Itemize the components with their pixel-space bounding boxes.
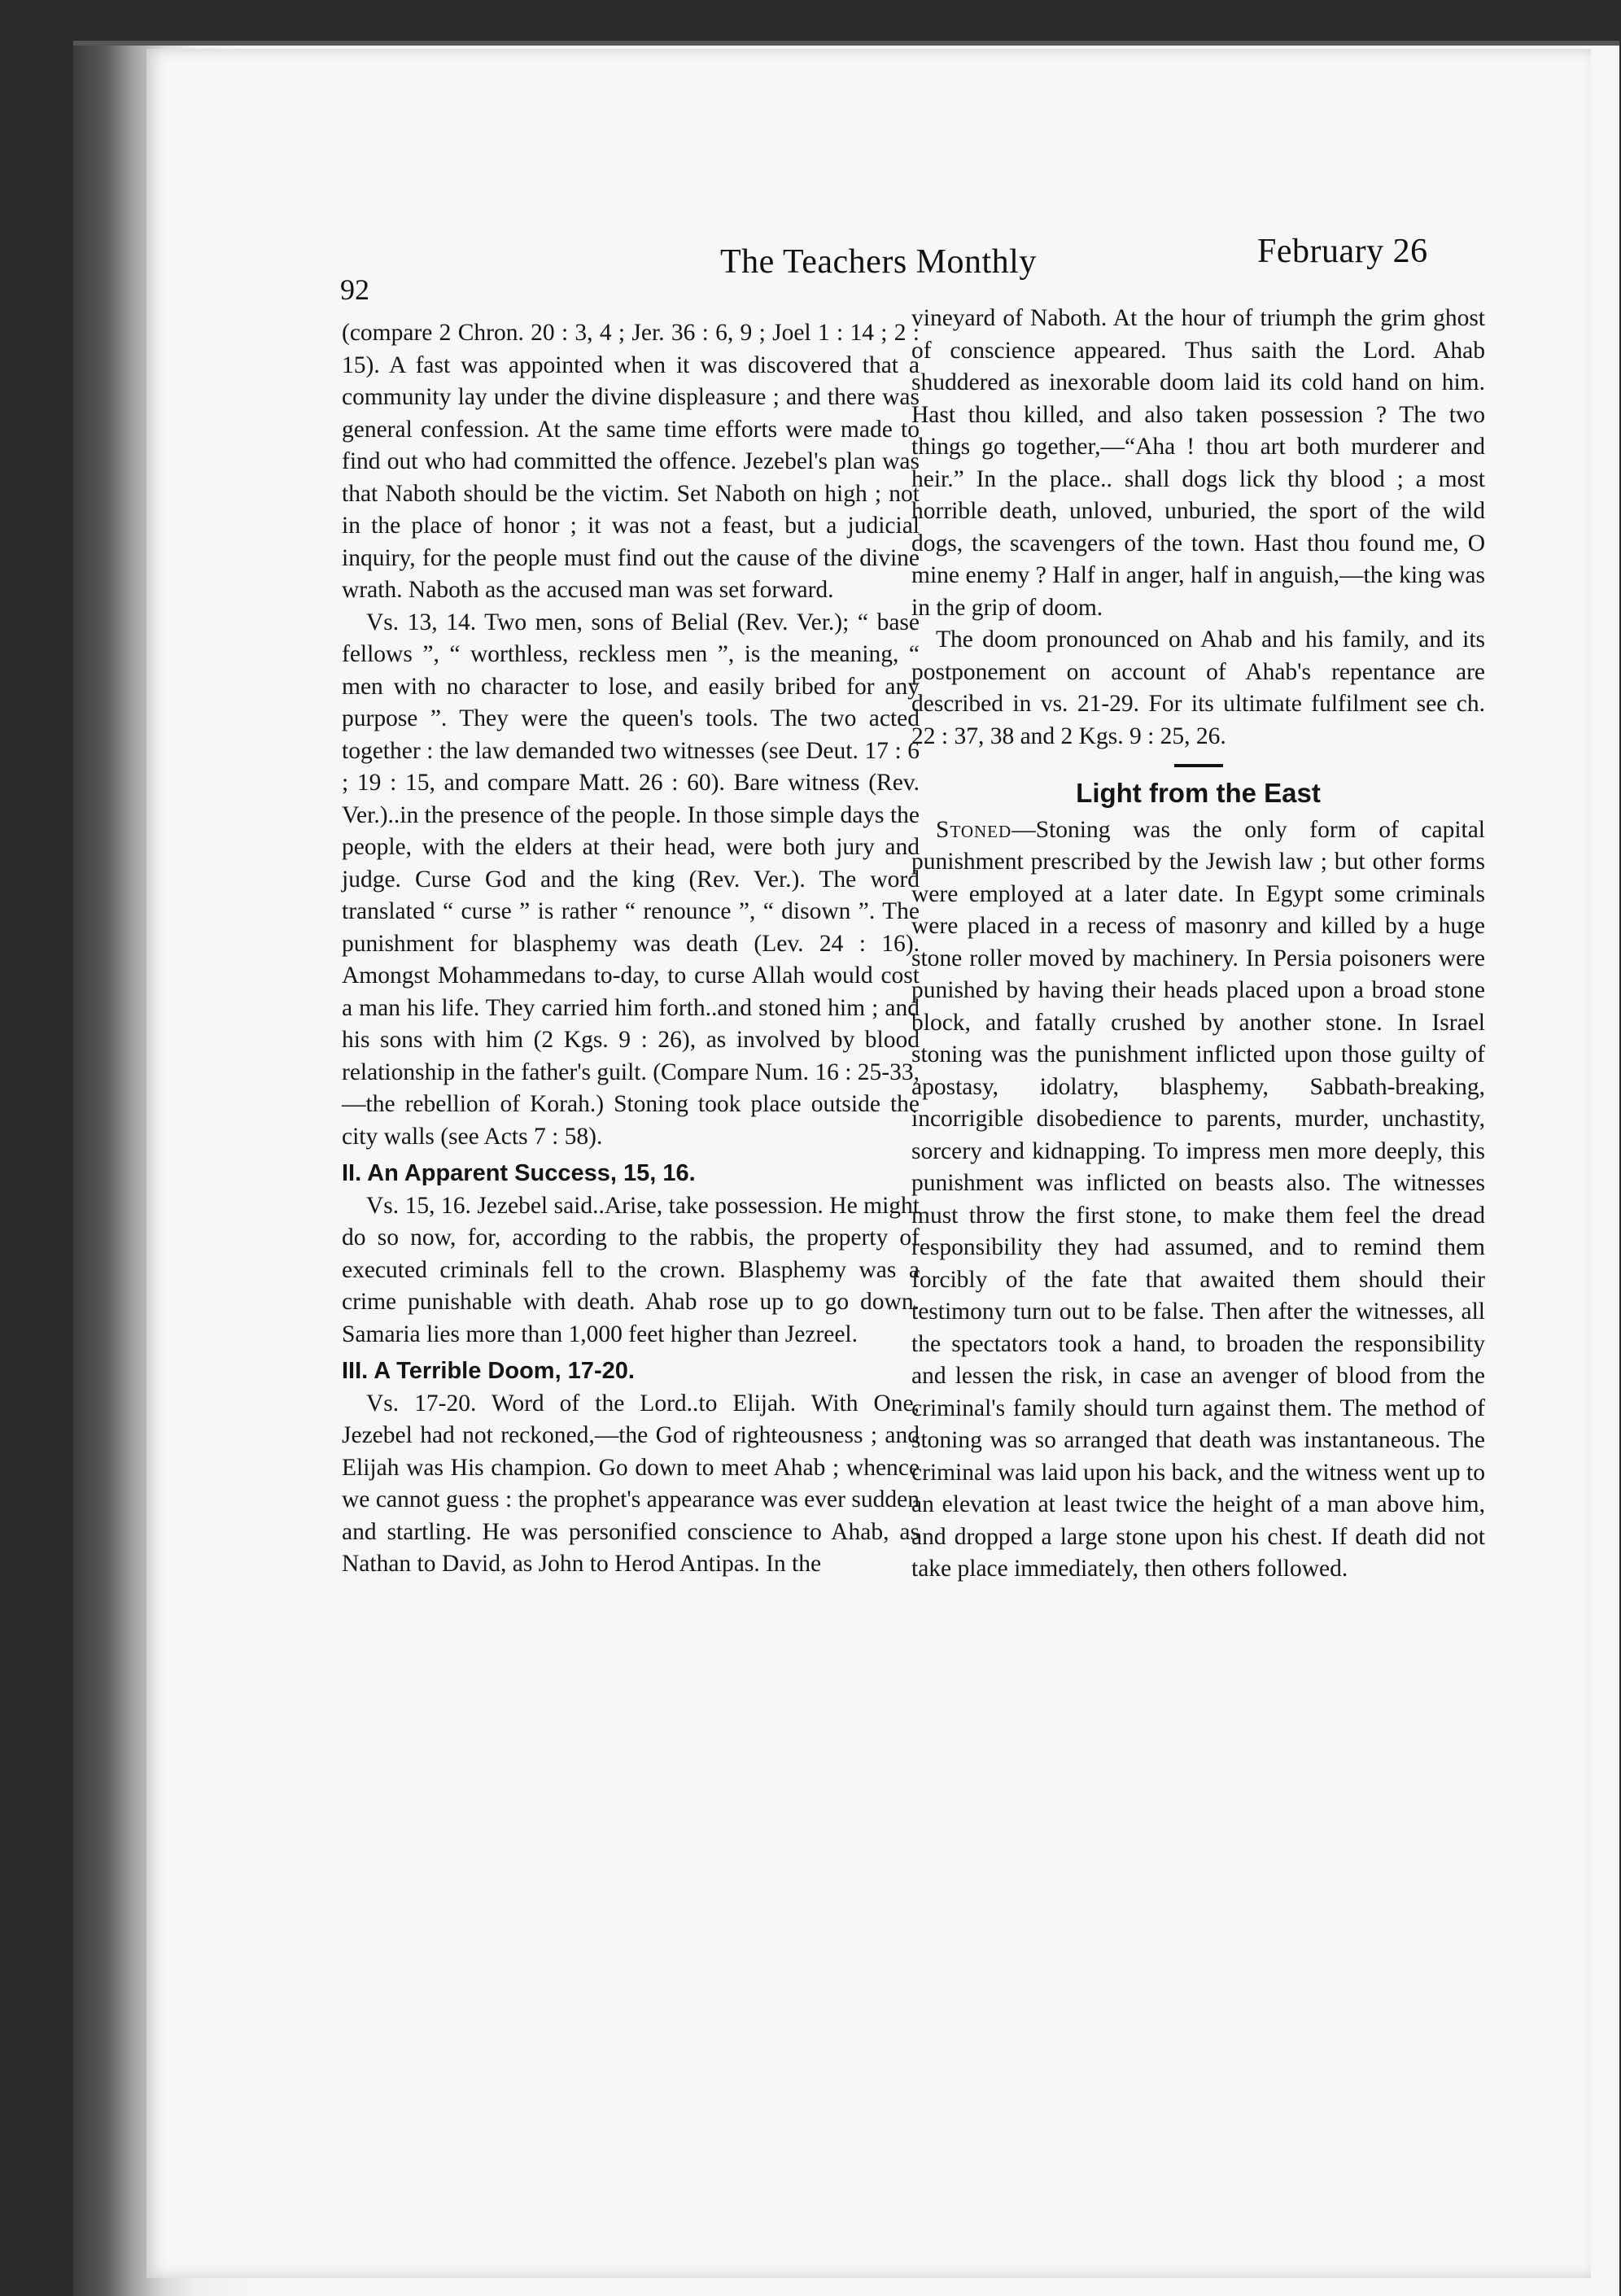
paragraph: Vs. 13, 14. Two men, sons of Belial (Rev. Ver.); “ base fellows ”, “ worthless, reckless men ”, is the meaning, “ men with no character to lose, and easily bribed for any purpose ”. They were the queen's tools. The two acted together : the law demanded two witnesses (see Deut. 17 : 6 ; 19 : 15, and compare Matt. 26 : 60). Bare witness (Rev. Ver.)..in the presence of the people. In those simple days the people, with the elders at their head, were both jury and judge. Curse God and the king (Rev. Ver.). The word translated “ curse ” is rather “ renounce ”, “ disown ”. The punishment for blasphemy was death (Lev. 24 : 16). Amongst Mohammedans to-day, to curse Allah would cost a man his life. They carried him forth..and stoned him ; and his sons with him (2 Kgs. 9 : 26), as involved by blood relationship in the father's guilt. (Compare Num. 16 : 25-33,—the rebellion of Korah.) Stoning took place outside the city walls (see Acts 7 : 58).	[342, 609, 920, 1150]
section-divider	[1174, 764, 1223, 767]
subheading: II. An Apparent Success, 15, 16.	[342, 1160, 696, 1186]
paragraph: (compare 2 Chron. 20 : 3, 4 ; Jer. 36 : 6, 9 ; Joel 1 : 14 ; 2 : 15). A fast was appointed when it was discovered that a community lay under the divine displeasure ; and there was general confession. At the same time efforts were made to find out who had committed the offence. Jezebel's plan was that Naboth should be the victim. Set Naboth on high ; not in the place of honor ; it was not a feast, but a judicial inquiry, for the people must find out the cause of the divine wrath. Naboth as the accused man was set forward.	[342, 320, 920, 603]
subheading: III. A Terrible Doom, 17-20.	[342, 1358, 635, 1384]
paragraph	[911, 814, 1485, 1586]
paragraph: Vs. 17-20. Word of the Lord..to Elijah. With One, Jezebel had not reckoned,—the God of righteousness ; and Elijah was His champion. Go down to meet Ahab ; whence we cannot guess : the prophet's appearance was ever sudden and startling. He was personified conscience to Ahab, as Nathan to David, as John to Herod Antipas. In the	[342, 1390, 920, 1577]
paragraph: vineyard of Naboth. At the hour of triumph the grim ghost of conscience appeared. Thus saith the Lord. Ahab shuddered as inexorable doom laid its cold hand on him. Hast thou killed, and also taken possession ? The two things go together,—“Aha ! thou art both murderer and heir.” In the place.. shall dogs lick thy blood ; a most horrible death, unloved, unburied, the sport of the wild dogs, the scavengers of the town. Hast thou found me, O mine enemy ? Half in anger, half in anguish,—the king was in the grip of doom.	[911, 305, 1485, 621]
issue-date: February 26	[1257, 233, 1428, 270]
page-number: 92	[340, 273, 369, 306]
left-column	[342, 317, 920, 1581]
paragraph: The doom pronounced on Ahab and his family, and its postponement on account of Ahab's repentance are described in vs. 21-29. For its ultimate fulfilment see ch. 22 : 37, 38 and 2 Kgs. 9 : 25, 26.	[911, 626, 1485, 749]
running-title: The Teachers Monthly	[720, 243, 1037, 281]
paragraph-text: —Stoning was the only form of capital punishment prescribed by the Jewish law ; but other forms were employed at a later date. In Egypt some criminals were placed in a recess of masonry and killed by a huge stone roller moved by machinery. In Persia poisoners were punished by having their heads placed upon a broad stone block, and fatally crushed by another stone. In Israel stoning was the punishment inflicted upon those guilty of apostasy, idolatry, blasphemy, Sabbath-breaking, incorrigible disobedience to parents, murder, unchastity, sorcery and kidnapping. To impress men more deeply, this punishment was inflicted on beasts also. The witnesses must throw the first stone, to make them feel the dread responsibility they had assumed, and to remind them forcibly of the fate that awaited them should their testimony turn out to be false. Then after the witnesses, all the spectators took a hand, to broaden the responsibility and lessen the risk, in case an avenger of blood from the criminal's family should turn against them. The method of stoning was so arranged that death was instantaneous. The criminal was laid upon his back, and the witness went up to an elevation at least twice the height of a man above him, and dropped a large stone upon his chest. If death did not take place immediately, then others followed.	[911, 816, 1485, 1582]
right-column	[911, 303, 1485, 1586]
lead-word: Stoned	[936, 816, 1012, 843]
paragraph: Vs. 15, 16. Jezebel said..Arise, take possession. He might do so now, for, according to the rabbis, the property of executed criminals fell to the crown. Blasphemy was a crime punishable with death. Ahab rose up to go down. Samaria lies more than 1,000 feet higher than Jezreel.	[342, 1192, 920, 1347]
section-title: Light from the East	[1076, 778, 1321, 808]
